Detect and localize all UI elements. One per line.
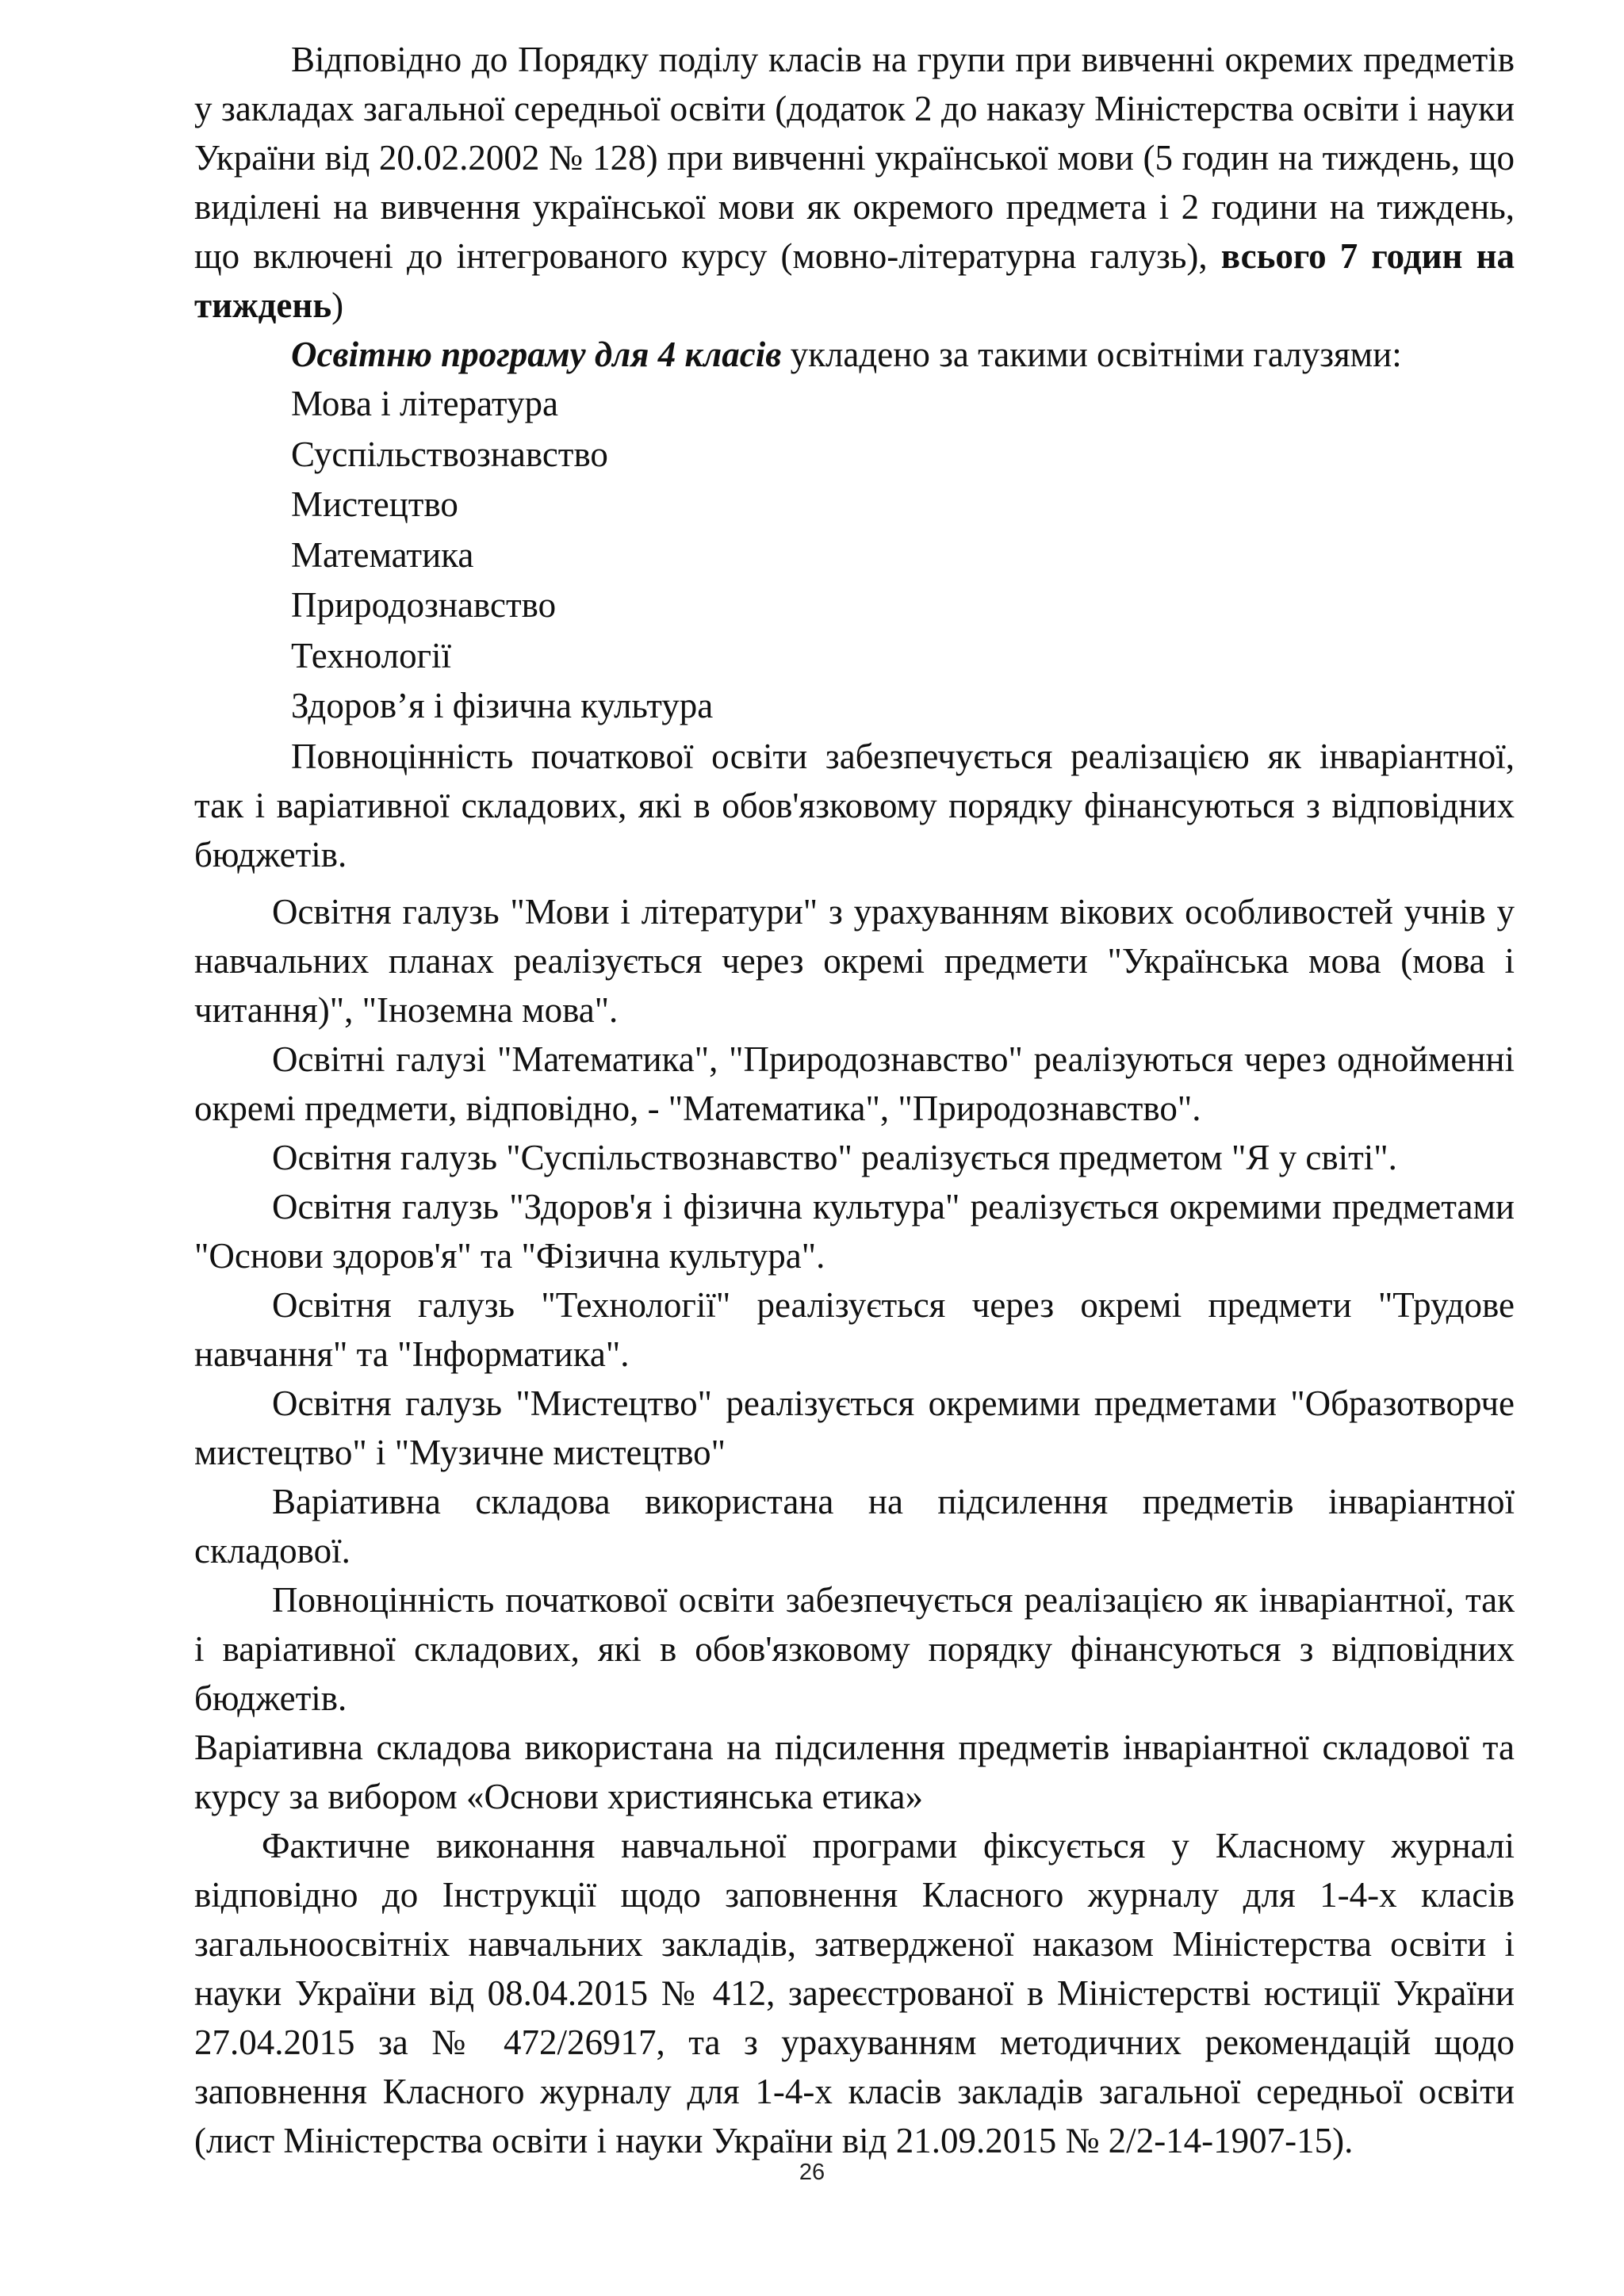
intro-paragraph: [194, 35, 1515, 330]
list-item: Природознавство: [291, 585, 557, 625]
list-item: Здоров’я і фізична культура: [291, 686, 714, 725]
list-item: Математика: [291, 534, 474, 575]
languages-paragraph: Освітня галузь "Мови і літератури" з урахуванням вікових особливостей учнів у навчальних планах реалізується через окремі предмети "Українська мова (мова і читання)", "Іноземна мова".: [194, 891, 1515, 1030]
intro-tail: ): [331, 285, 344, 325]
fields-list: [194, 379, 1515, 732]
list-item: Технології: [291, 635, 452, 675]
math-nature-paragraph: Освітні галузі "Математика", "Природознавство" реалізуються через однойменні окремі предмети, відповідно, - "Математика", "Природознавство".: [194, 1039, 1515, 1128]
variative-course-paragraph: Варіативна складова використана на підсилення предметів інваріантної складової та курсу за вибором «Основи християнська етика»: [194, 1727, 1515, 1816]
technology-paragraph: Освітня галузь "Технології" реалізується через окремі предмети "Трудове навчання" та "Інформатика".: [194, 1284, 1515, 1374]
completeness-paragraph: Повноцінність початкової освіти забезпечується реалізацією як інваріантної, так і варіативної складових, які в обов'язковому порядку фінансуються з відповідних бюджетів.: [194, 736, 1515, 874]
list-item: Мистецтво: [291, 484, 458, 524]
health-paragraph: Освітня галузь "Здоров'я і фізична культура" реалізується окремими предметами "Основи здоров'я" та "Фізична культура".: [194, 1186, 1515, 1276]
intro-bold-total: всього 7 годин на тиждень: [194, 236, 1515, 325]
completeness-paragraph-2: Повноцінність початкової освіти забезпечується реалізацією як інваріантної, так і варіативної складових, які в обов'язковому порядку фінансуються з відповідних бюджетів.: [194, 1579, 1515, 1718]
variative-paragraph: Варіативна складова використана на підсилення предметів інваріантної складової.: [194, 1481, 1515, 1571]
list-item: Суспільствознавство: [291, 434, 608, 474]
program-heading: Освітню програму для 4 класів: [291, 335, 782, 374]
list-item: Мова і література: [291, 384, 558, 423]
program-paragraph: [194, 330, 1515, 379]
page-content: [194, 35, 1515, 2165]
art-paragraph: Освітня галузь "Мистецтво" реалізується окремими предметами "Образотворче мистецтво" і "Музичне мистецтво": [194, 1383, 1515, 1472]
journal-paragraph: Фактичне виконання навчальної програми фіксується у Класному журналі відповідно до Інструкції щодо заповнення Класного журналу для 1-4-х класів загальноосвітніх навчальних закладів, затвердженої наказом Міністерства освіти і науки України від 08.04.2015 № 412, зареєстрованої в Міністерстві юстиції України 27.04.2015 за № 472/26917, та з урахуванням методичних рекомендацій щодо заповнення Класного журналу для 1-4-х класів закладів загальної середньої освіти (лист Міністерства освіти і науки України від 21.09.2015 № 2/2-14-1907-15).: [194, 1825, 1515, 2160]
page-number: 26: [799, 2160, 825, 2185]
program-text: укладено за такими освітніми галузями:: [781, 335, 1402, 374]
intro-text: Відповідно до Порядку поділу класів на групи при вивченні окремих предметів у закладах загальної середньої освіти (додаток 2 до наказу Міністерства освіти і науки України від 20.02.2002 № 128) при вивченні української мови (5 годин на тиждень, що виділені на вивчення української мови як окремого предмета і 2 години на тиждень, що включені до інтегрованого курсу (мовно-літературна галузь),: [194, 40, 1515, 276]
social-paragraph: Освітня галузь "Суспільствознавство" реалізується предметом "Я у світі".: [272, 1137, 1397, 1177]
